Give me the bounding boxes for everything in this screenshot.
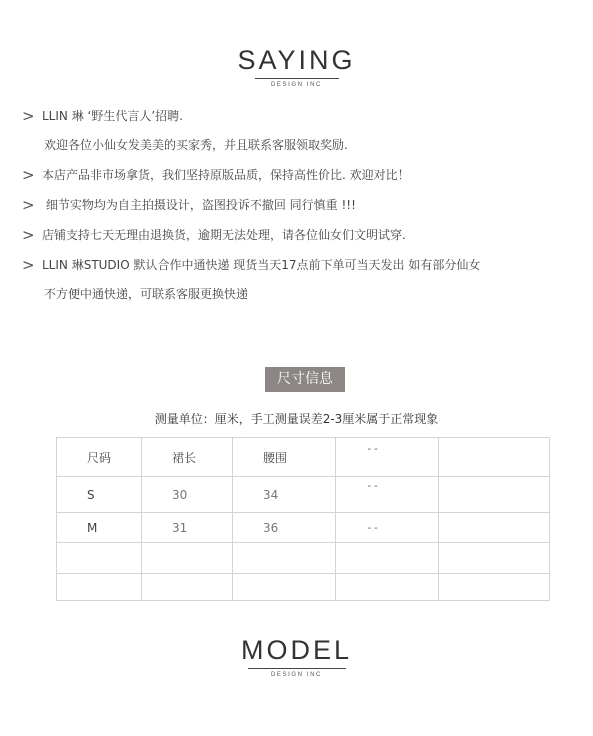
note-5-continued: 不方便中通快递，可联系客服更换快递 [44, 287, 249, 301]
cell-size-s: S [57, 477, 142, 513]
table-header-row [57, 438, 550, 477]
cell-empty [142, 574, 233, 601]
model-header [0, 636, 593, 678]
table-row [57, 477, 550, 513]
model-title: MODEL [240, 635, 353, 665]
size-table [56, 437, 550, 601]
chevron-right-icon: > [22, 166, 35, 184]
saying-underline [255, 78, 339, 79]
note-1-text: LLIN 琳 ‘野生代言人’招聘. [42, 109, 183, 123]
cell-size-m: M [57, 513, 142, 543]
note-4 [22, 226, 406, 243]
cell-length: 30 [142, 477, 233, 513]
cell-empty [439, 574, 550, 601]
note-2-text: 本店产品非市场拿货，我们坚持原版品质，保持高性价比. 欢迎对比！ [42, 168, 410, 182]
note-3-text: 细节实物均为自主拍摄设计，盗图投诉不撤回 同行慎重 !!! [42, 198, 356, 212]
chevron-right-icon: > [22, 107, 35, 125]
cell-empty [233, 543, 336, 574]
cell-empty [233, 574, 336, 601]
cell-empty [57, 543, 142, 574]
cell-empty [439, 513, 550, 543]
cell-waist: 36 [233, 513, 336, 543]
table-row [57, 513, 550, 543]
note-5 [22, 256, 480, 273]
header-waist: 腰围 [233, 438, 336, 477]
cell-extra: -- [336, 513, 439, 543]
note-1 [22, 107, 183, 124]
saying-subtitle: DESIGN INC [270, 82, 322, 88]
size-info-title: 尺寸信息 [265, 367, 345, 392]
table-row [57, 543, 550, 574]
cell-empty [439, 543, 550, 574]
cell-empty [142, 543, 233, 574]
model-underline [248, 668, 346, 669]
saying-header [0, 46, 593, 88]
chevron-right-icon: > [22, 256, 35, 274]
header-size: 尺码 [57, 438, 142, 477]
table-row [57, 574, 550, 601]
measurement-note: 测量单位：厘米，手工测量误差2-3厘米属于正常现象 [154, 412, 439, 426]
saying-title: SAYING [237, 45, 356, 75]
chevron-right-icon: > [22, 196, 35, 214]
header-empty [439, 438, 550, 477]
header-extra: -- [336, 438, 439, 477]
cell-extra: -- [336, 477, 439, 513]
cell-empty [57, 574, 142, 601]
cell-length: 31 [142, 513, 233, 543]
header-length: 裙长 [142, 438, 233, 477]
chevron-right-icon: > [22, 226, 35, 244]
note-4-text: 店铺支持七天无理由退换货，逾期无法处理，请各位仙女们文明试穿. [42, 228, 406, 242]
cell-empty [336, 574, 439, 601]
cell-empty [336, 543, 439, 574]
note-3 [22, 196, 356, 213]
cell-waist: 34 [233, 477, 336, 513]
note-5-text: LLIN 琳STUDIO 默认合作中通快递 现货当天17点前下单可当天发出 如有部分仙女 [42, 258, 481, 272]
note-1-continued: 欢迎各位小仙女发美美的买家秀，并且联系客服领取奖励. [44, 138, 348, 152]
note-2 [22, 166, 410, 183]
model-subtitle: DESIGN INC [270, 672, 322, 678]
cell-empty [439, 477, 550, 513]
